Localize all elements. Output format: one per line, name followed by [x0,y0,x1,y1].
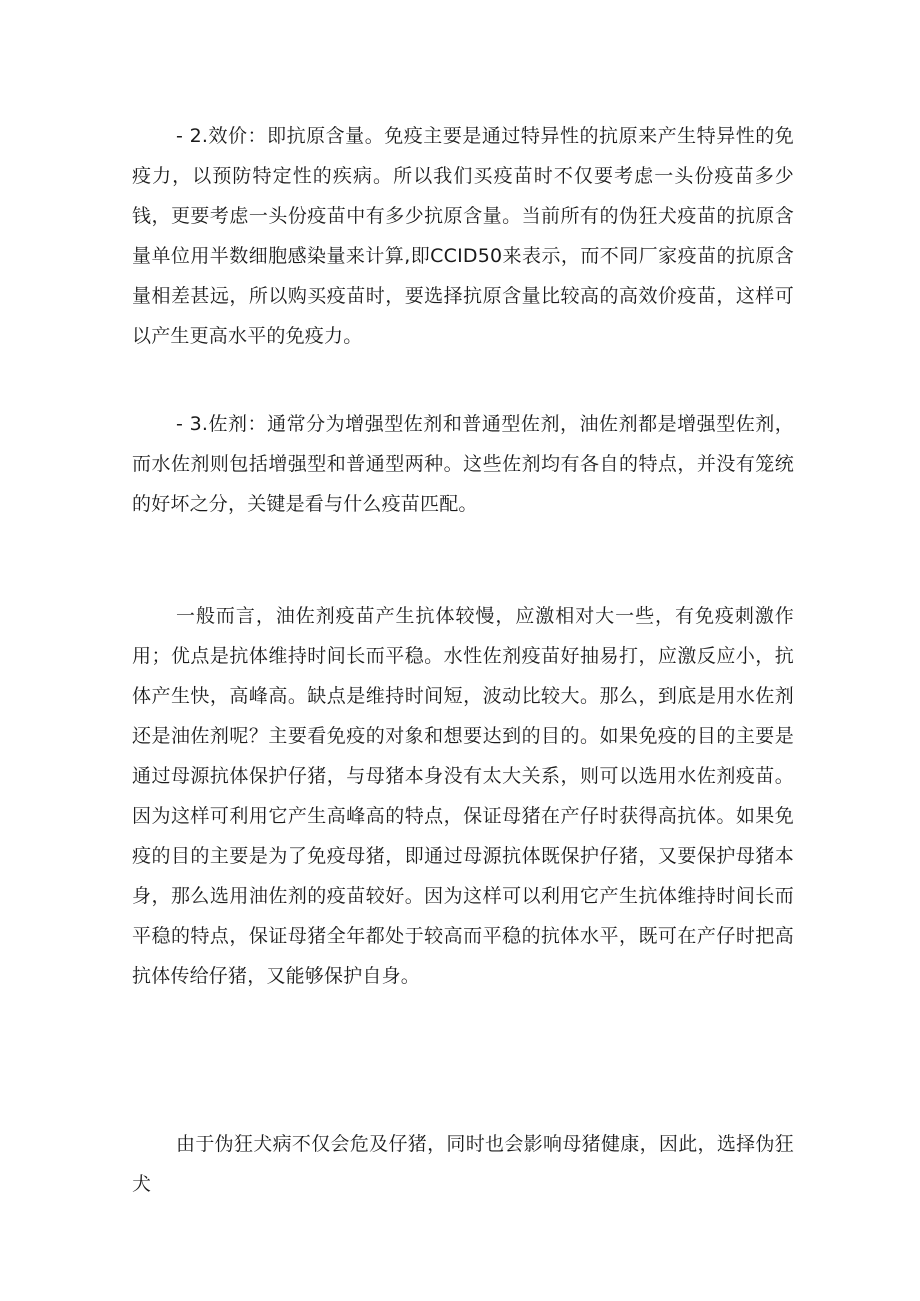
paragraph-pseudorabies: 由于伪狂犬病不仅会危及仔猪，同时也会影响母猪健康，因此，选择伪狂犬 [132,1133,794,1195]
paragraph-oil-vs-water-adjuvant: 一般而言，油佐剂疫苗产生抗体较慢，应激相对大一些，有免疫刺激作用；优点是抗体维持时间长而平稳。水性佐剂疫苗好抽易打，应激反应小，抗体产生快，高峰高。缺点是维持时间短，波动比较大。那么，到底是用水佐剂还是油佐剂呢？主要看免疫的对象和想要达到的目的。如果免疫的目的主要是通过母源抗体保护仔猪，与母猪本身没有太大关系，则可以选用水佐剂疫苗。因为这样可利用它产生高峰高的特点，保证母猪在产仔时获得高抗体。如果免疫的目的主要是为了免疫母猪，即通过母源抗体既保护仔猪，又要保护母猪本身，那么选用油佐剂的疫苗较好。因为这样可以利用它产生抗体维持时间长而平稳的特点，保证母猪全年都处于较高而平稳的抗体水平，既可在产仔时把高抗体传给仔猪，又能够保护自身。 [132,605,794,987]
paragraph-adjuvant: - 3.佐剂：通常分为增强型佐剂和普通型佐剂，油佐剂都是增强型佐剂，而水佐剂则包括增强型和普通型两种。这些佐剂均有各自的特点，并没有笼统的好坏之分，关键是看与什么疫苗匹配。 [132,413,794,515]
paragraph-potency: - 2.效价：即抗原含量。免疫主要是通过特异性的抗原来产生特异性的免疫力，以预防特定性的疾病。所以我们买疫苗时不仅要考虑一头份疫苗多少钱，更要考虑一头份疫苗中有多少抗原含量。当前所有的伪狂犬疫苗的抗原含量单位用半数细胞感染量来计算,即CCID50来表示，而不同厂家疫苗的抗原含量相差甚远，所以购买疫苗时，要选择抗原含量比较高的高效价疫苗，这样可以产生更高水平的免疫力。 [132,125,794,347]
